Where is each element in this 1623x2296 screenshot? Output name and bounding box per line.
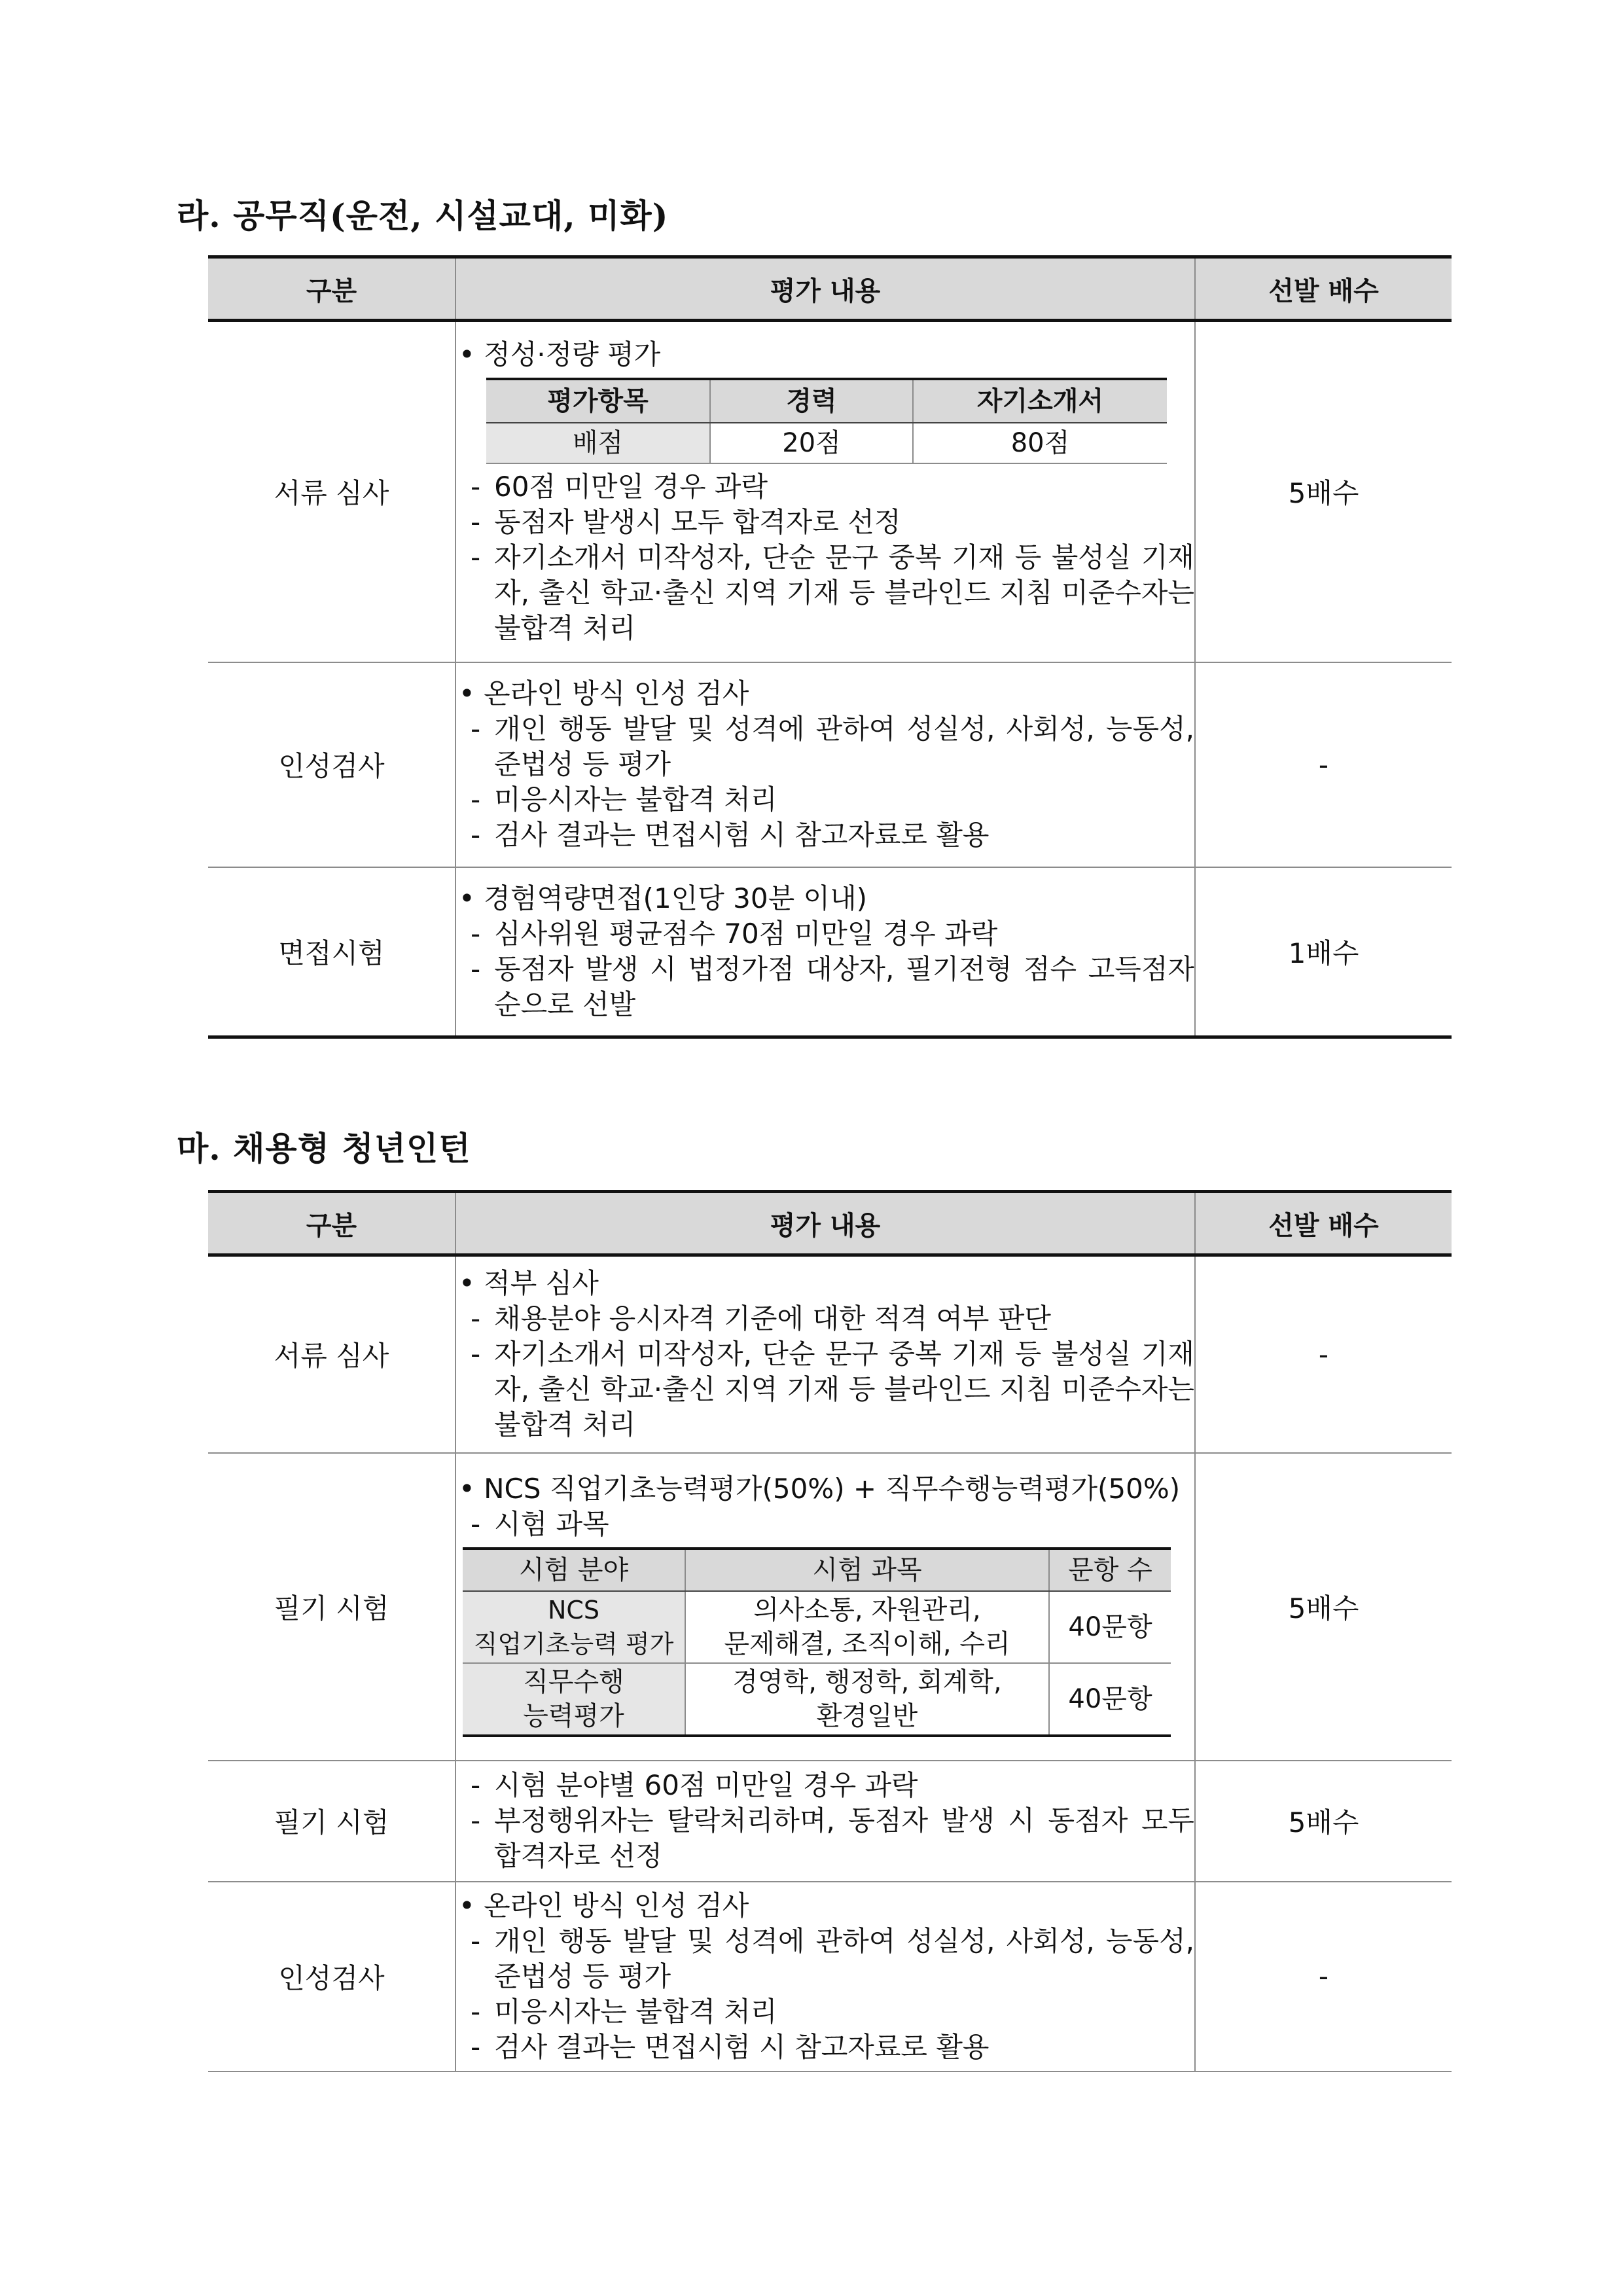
row-category: 필기 시험 bbox=[208, 1453, 455, 1761]
score-cell: 배점 bbox=[486, 423, 710, 463]
header-content: 평가 내용 bbox=[455, 257, 1195, 321]
list-item: - 개인 행동 발달 및 성격에 관하여 성실성, 사회성, 능동성, 준법성 등 평가 bbox=[471, 713, 1194, 780]
list-item: - 자기소개서 미작성자, 단순 문구 중복 기재 등 불성실 기재자, 출신 학교·출신 지역 기재 등 블라인드 지침 미준수자는 불합격 처리 bbox=[471, 1338, 1194, 1441]
list-item: - 심사위원 평균점수 70점 미만일 경우 과락 bbox=[471, 917, 998, 950]
row-content bbox=[455, 1255, 1195, 1453]
list-item: - 부정행위자는 탈락처리하며, 동점자 발생 시 동점자 모두 합격자로 선정 bbox=[471, 1804, 1194, 1872]
table-row bbox=[208, 321, 1452, 662]
table-row bbox=[208, 1882, 1452, 2072]
row-content bbox=[455, 662, 1195, 867]
list-item: • 온라인 방식 인성 검사 bbox=[459, 1889, 749, 1922]
exam-subjects: 경영학, 행정학, 회계학, 환경일반 bbox=[685, 1663, 1049, 1736]
exam-count: 40문항 bbox=[1049, 1663, 1171, 1736]
header-multiple: 선발 배수 bbox=[1195, 257, 1452, 321]
exam-subjects: 의사소통, 자원관리, 문제해결, 조직이해, 수리 bbox=[685, 1591, 1049, 1663]
header-category: 구분 bbox=[208, 257, 455, 321]
score-table bbox=[486, 378, 1167, 464]
exam-header: 시험 분야 bbox=[463, 1549, 685, 1591]
header-category: 구분 bbox=[208, 1192, 455, 1255]
table-row bbox=[208, 1453, 1452, 1761]
section-title-ra: 라. 공무직(운전, 시설교대, 미화) bbox=[177, 196, 669, 235]
exam-header: 문항 수 bbox=[1049, 1549, 1171, 1591]
row-category: 서류 심사 bbox=[208, 321, 455, 662]
score-cell: 80점 bbox=[913, 423, 1167, 463]
list-item: - 자기소개서 미작성자, 단순 문구 중복 기재 등 불성실 기재자, 출신 학교·출신 지역 기재 등 블라인드 지침 미준수자는 불합격 처리 bbox=[471, 541, 1194, 645]
row-multiple: - bbox=[1195, 662, 1452, 867]
exam-header: 시험 과목 bbox=[685, 1549, 1049, 1591]
list-item: • 경험역량면접(1인당 30분 이내) bbox=[459, 882, 868, 914]
list-item: • 적부 심사 bbox=[459, 1267, 599, 1300]
row-content bbox=[455, 321, 1195, 662]
list-item: - 검사 결과는 면접시험 시 참고자료로 활용 bbox=[471, 2030, 990, 2063]
header-content: 평가 내용 bbox=[455, 1192, 1195, 1255]
list-item: - 동점자 발생 시 법정가점 대상자, 필기전형 점수 고득점자 순으로 선발 bbox=[471, 952, 1194, 1020]
table-row bbox=[208, 867, 1452, 1037]
row-multiple: 5배수 bbox=[1195, 321, 1452, 662]
exam-field: NCS 직업기초능력 평가 bbox=[463, 1591, 685, 1663]
exam-count: 40문항 bbox=[1049, 1591, 1171, 1663]
table-row bbox=[208, 1761, 1452, 1882]
list-item: - 미응시자는 불합격 처리 bbox=[471, 783, 777, 816]
table-row bbox=[208, 662, 1452, 867]
score-header: 평가항목 bbox=[486, 379, 710, 423]
evaluation-table-ra bbox=[208, 255, 1452, 1039]
row-category: 인성검사 bbox=[208, 662, 455, 867]
exam-table bbox=[463, 1547, 1171, 1737]
table-row bbox=[208, 1255, 1452, 1453]
row-multiple: 1배수 bbox=[1195, 867, 1452, 1037]
row-category: 서류 심사 bbox=[208, 1255, 455, 1453]
exam-field: 직무수행 능력평가 bbox=[463, 1663, 685, 1736]
list-item: - 동점자 발생시 모두 합격자로 선정 bbox=[471, 506, 901, 539]
row-category: 필기 시험 bbox=[208, 1761, 455, 1882]
row-category: 면접시험 bbox=[208, 867, 455, 1037]
row-category: 인성검사 bbox=[208, 1882, 455, 2072]
list-item: - 미응시자는 불합격 처리 bbox=[471, 1995, 777, 2028]
list-item: - 시험 분야별 60점 미만일 경우 과락 bbox=[471, 1769, 918, 1801]
row-multiple: - bbox=[1195, 1255, 1452, 1453]
list-item: - 검사 결과는 면접시험 시 참고자료로 활용 bbox=[471, 819, 990, 851]
score-cell: 20점 bbox=[710, 423, 913, 463]
row-multiple: - bbox=[1195, 1882, 1452, 2072]
list-item: - 시험 과목 bbox=[471, 1507, 609, 1540]
list-item: • 정성·정량 평가 bbox=[459, 338, 661, 371]
list-item: • 온라인 방식 인성 검사 bbox=[459, 677, 749, 709]
score-header: 경력 bbox=[710, 379, 913, 423]
list-item: - 채용분야 응시자격 기준에 대한 적격 여부 판단 bbox=[471, 1302, 1051, 1335]
row-content bbox=[455, 1453, 1195, 1761]
row-content bbox=[455, 867, 1195, 1037]
row-multiple: 5배수 bbox=[1195, 1453, 1452, 1761]
row-content bbox=[455, 1761, 1195, 1882]
section-title-ma: 마. 채용형 청년인턴 bbox=[177, 1129, 471, 1168]
row-multiple: 5배수 bbox=[1195, 1761, 1452, 1882]
evaluation-table-ma bbox=[208, 1190, 1452, 2072]
header-multiple: 선발 배수 bbox=[1195, 1192, 1452, 1255]
score-header: 자기소개서 bbox=[913, 379, 1167, 423]
row-content bbox=[455, 1882, 1195, 2072]
list-item: - 60점 미만일 경우 과락 bbox=[471, 471, 768, 503]
list-item: - 개인 행동 발달 및 성격에 관하여 성실성, 사회성, 능동성, 준법성 등 평가 bbox=[471, 1924, 1194, 1992]
list-item: • NCS 직업기초능력평가(50%) + 직무수행능력평가(50%) bbox=[459, 1472, 1181, 1505]
